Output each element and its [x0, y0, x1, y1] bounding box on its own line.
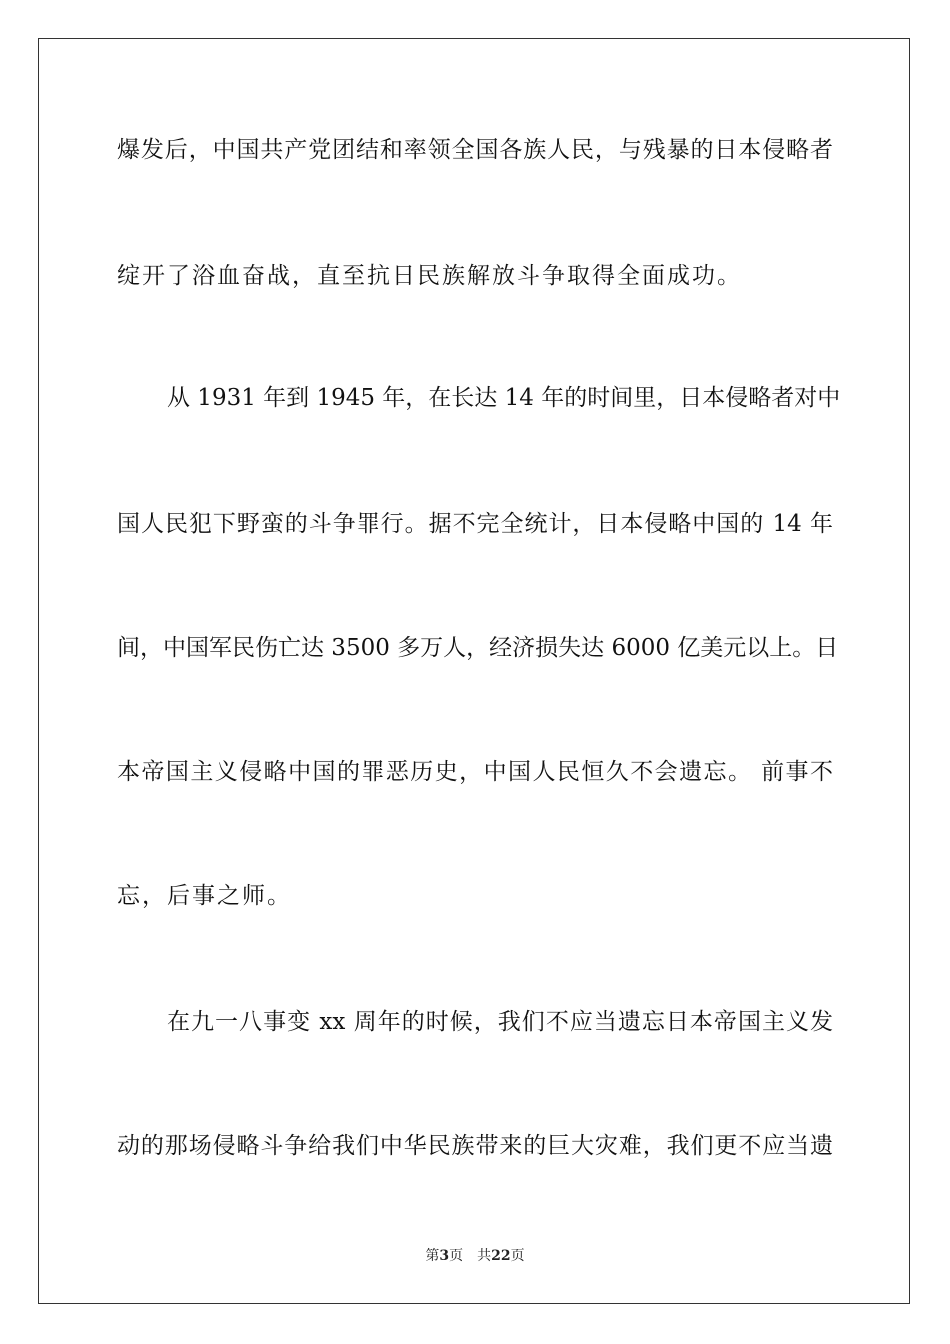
text-line-6: 本帝国主义侵略中国的罪恶历史，中国人民恒久不会遗忘。 前事不 — [117, 759, 833, 785]
page-footer — [0, 1246, 950, 1266]
footer-total-prefix: 共 — [477, 1248, 492, 1264]
text-line-8: 在九一八事变 xx 周年的时候，我们不应当遗忘日本帝国主义发 — [167, 1009, 833, 1035]
footer-page-prefix: 第 — [425, 1248, 440, 1264]
text-line-4: 国人民犯下野蛮的斗争罪行。据不完全统计，日本侵略中国的 14 年 — [117, 511, 833, 537]
text-line-9: 动的那场侵略斗争给我们中华民族带来的巨大灾难，我们更不应当遗 — [117, 1133, 833, 1159]
footer-total-suffix: 页 — [510, 1248, 525, 1264]
footer-page-total: 22 — [491, 1248, 511, 1264]
text-line-3: 从 1931 年到 1945 年，在长达 14 年的时间里，日本侵略者对中 — [167, 385, 841, 411]
footer-page-suffix: 页 — [449, 1248, 464, 1264]
text-line-2: 绽开了浴血奋战，直至抗日民族解放斗争取得全面成功。 — [117, 263, 742, 289]
text-line-5: 间，中国军民伤亡达 3500 多万人，经济损失达 6000 亿美元以上。日 — [117, 635, 839, 661]
footer-page-current: 3 — [439, 1248, 450, 1264]
text-line-7: 忘，后事之师。 — [117, 883, 292, 909]
text-line-1: 爆发后，中国共产党团结和率领全国各族人民，与残暴的日本侵略者 — [117, 137, 833, 163]
page-border — [38, 38, 910, 1304]
